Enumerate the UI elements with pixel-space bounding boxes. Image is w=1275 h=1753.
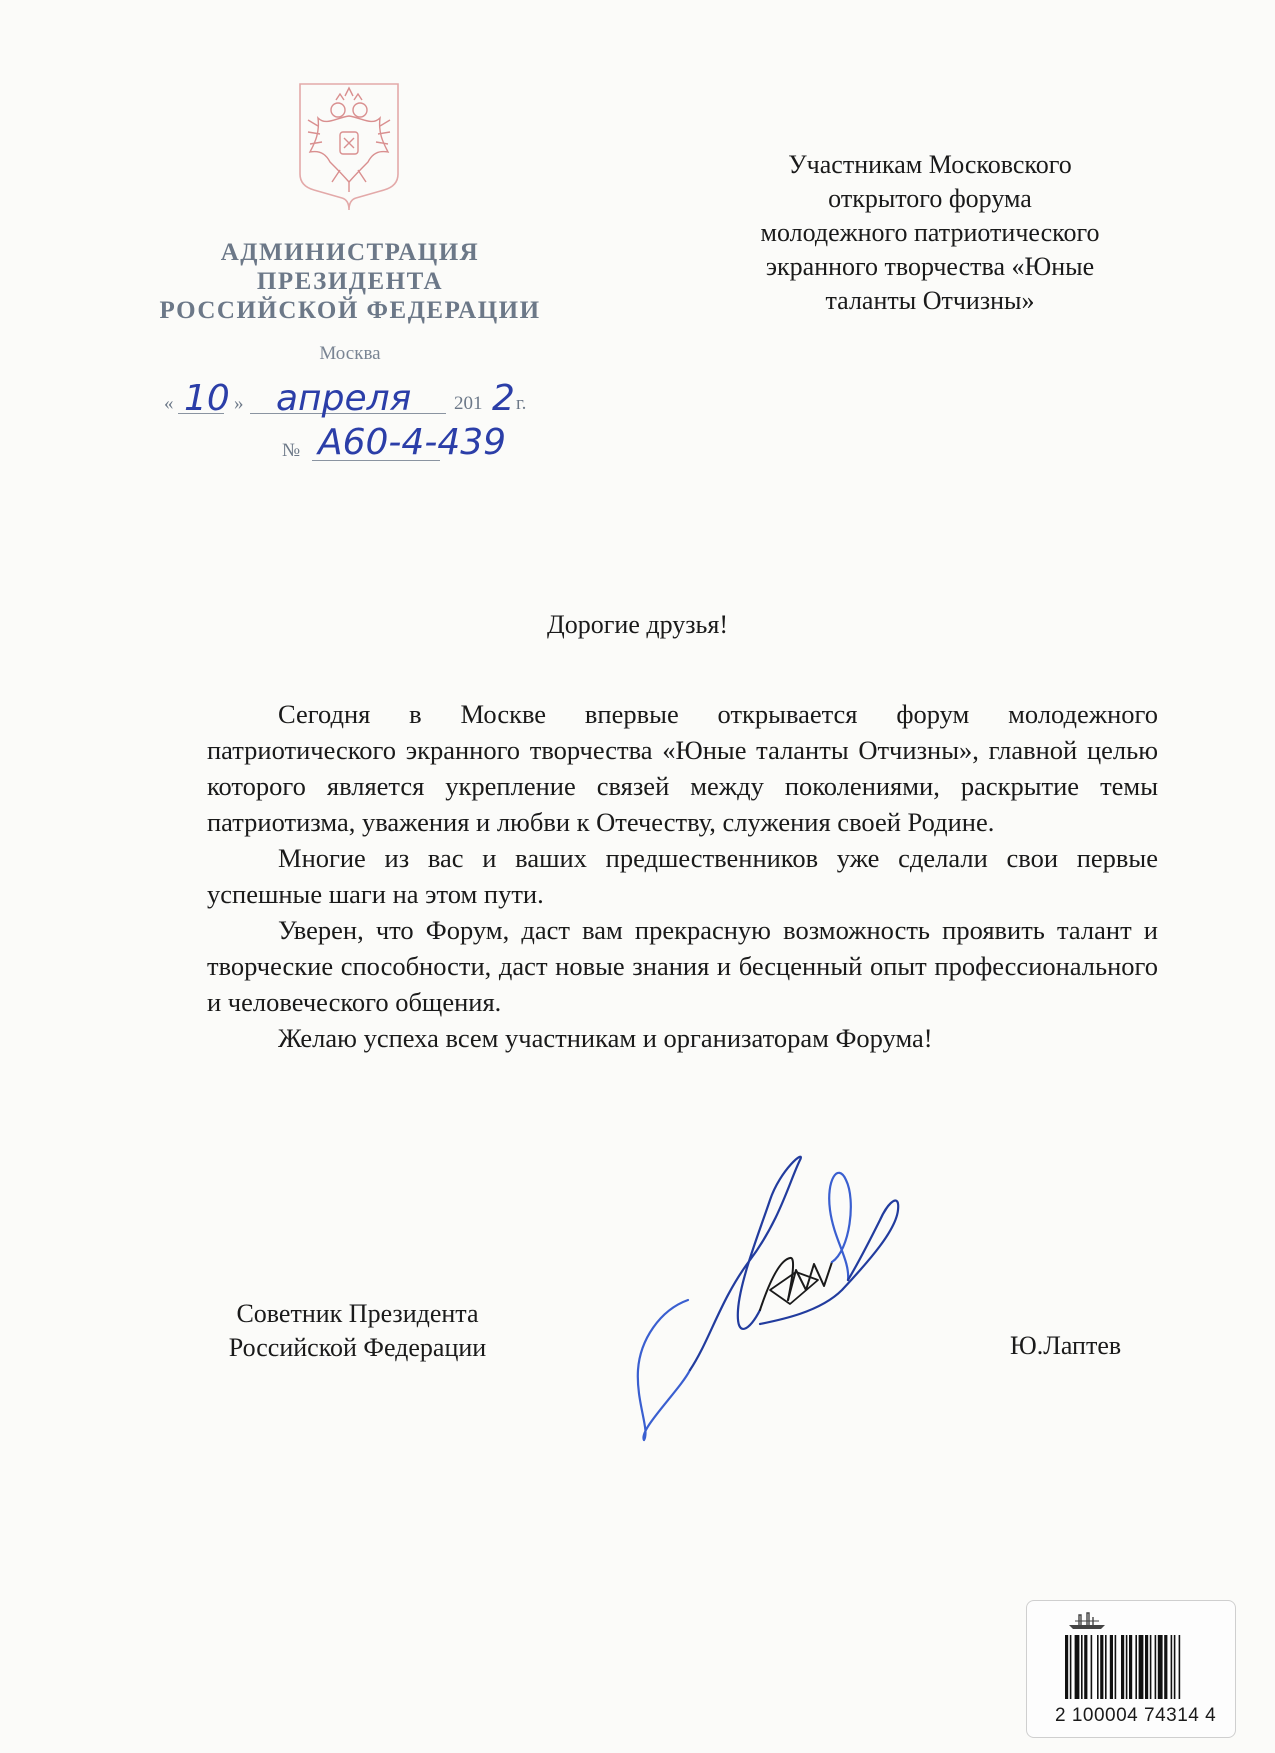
org-line-1: АДМИНИСТРАЦИЯ (220, 239, 480, 266)
barcode-bar (1150, 1635, 1152, 1699)
addressee-line: открытого форума (828, 184, 1032, 213)
number-sign: № (282, 440, 301, 461)
barcode-bar (1129, 1635, 1132, 1699)
body-paragraph: Многие из вас и ваших предшественников уже сделали свои первые успешные шаги на этом пути. (207, 843, 1158, 909)
organization-name (150, 238, 550, 325)
barcode-bar (1179, 1635, 1181, 1699)
letter-body (207, 696, 1158, 1056)
barcode-bar (1105, 1635, 1107, 1699)
coat-of-arms-emblem-icon (296, 82, 402, 212)
barcode-bar (1091, 1635, 1093, 1699)
signer-title-line-1: Советник Президента (236, 1299, 479, 1328)
barcode-bar (1135, 1635, 1137, 1699)
body-paragraph: Сегодня в Москве впервые открывается форум молодежного патриотического экранного творчества «Юные таланты Отчизны», главной целью которого является укрепление связей между поколениями, раскрытие темы патриотизма, уважения и любви к Отечеству, служения своей Родине. (207, 699, 1158, 837)
barcode-bar (1075, 1635, 1080, 1699)
date-open-quote: « (164, 393, 174, 414)
barcode-bar (1081, 1635, 1083, 1699)
date-year-digit: 2 (492, 378, 515, 419)
greeting: Дорогие друзья! (547, 610, 728, 639)
date-field (164, 380, 544, 420)
date-year-prefix: 201 (454, 393, 483, 414)
barcode-bars (1065, 1635, 1215, 1699)
document-number-field (282, 422, 542, 466)
barcode-bar (1115, 1635, 1117, 1699)
barcode-label (1026, 1600, 1236, 1738)
body-paragraph: Желаю успеха всем участникам и организаторам Форума! (278, 1023, 933, 1053)
barcode-bar (1084, 1635, 1087, 1699)
addressee-line: таланты Отчизны» (825, 286, 1035, 315)
barcode-bar (1126, 1635, 1128, 1699)
signer-title-line-2: Российской Федерации (228, 1333, 487, 1362)
barcode-bar (1139, 1635, 1144, 1699)
addressee-line: экранного творчества «Юные (765, 252, 1095, 281)
addressee-block (700, 148, 1160, 318)
signer-name: Ю.Лаптев (1010, 1331, 1122, 1360)
barcode-bar (1065, 1635, 1068, 1699)
barcode-bar (1174, 1635, 1176, 1699)
addressee-line: Участникам Московского (788, 150, 1072, 179)
barcode-bar (1110, 1635, 1113, 1699)
document-number: А60-4-439 (318, 422, 507, 463)
org-line-2: ПРЕЗИДЕНТА (256, 268, 444, 295)
barcode-bar (1145, 1635, 1148, 1699)
signer-title (190, 1297, 525, 1365)
barcode-bar (1121, 1635, 1124, 1699)
barcode-bar (1097, 1635, 1099, 1699)
org-line-3: РОССИЙСКОЙ ФЕДЕРАЦИИ (159, 297, 541, 324)
date-suffix: г. (516, 393, 527, 414)
barcode-bar (1164, 1635, 1167, 1699)
barcode-bar (1158, 1635, 1163, 1699)
addressee-line: молодежного патриотического (760, 218, 1100, 247)
barcode-bar (1100, 1635, 1103, 1699)
barcode-bar (1171, 1635, 1173, 1699)
ship-logo-icon (1065, 1611, 1109, 1631)
barcode-bar (1155, 1635, 1157, 1699)
date-close-quote: » (234, 393, 244, 414)
barcode-digits: 2 100004 74314 4 (1055, 1705, 1217, 1726)
date-month: апреля (276, 378, 412, 419)
date-day: 10 (184, 378, 230, 419)
body-paragraph: Уверен, что Форум, даст вам прекрасную возможность проявить талант и творческие способности, даст новые знания и бесценный опыт профессионального и человеческого общения. (207, 915, 1158, 1017)
handwritten-signature-icon (620, 1140, 980, 1450)
barcode-bar (1070, 1635, 1072, 1699)
city-label: Москва (319, 343, 381, 364)
